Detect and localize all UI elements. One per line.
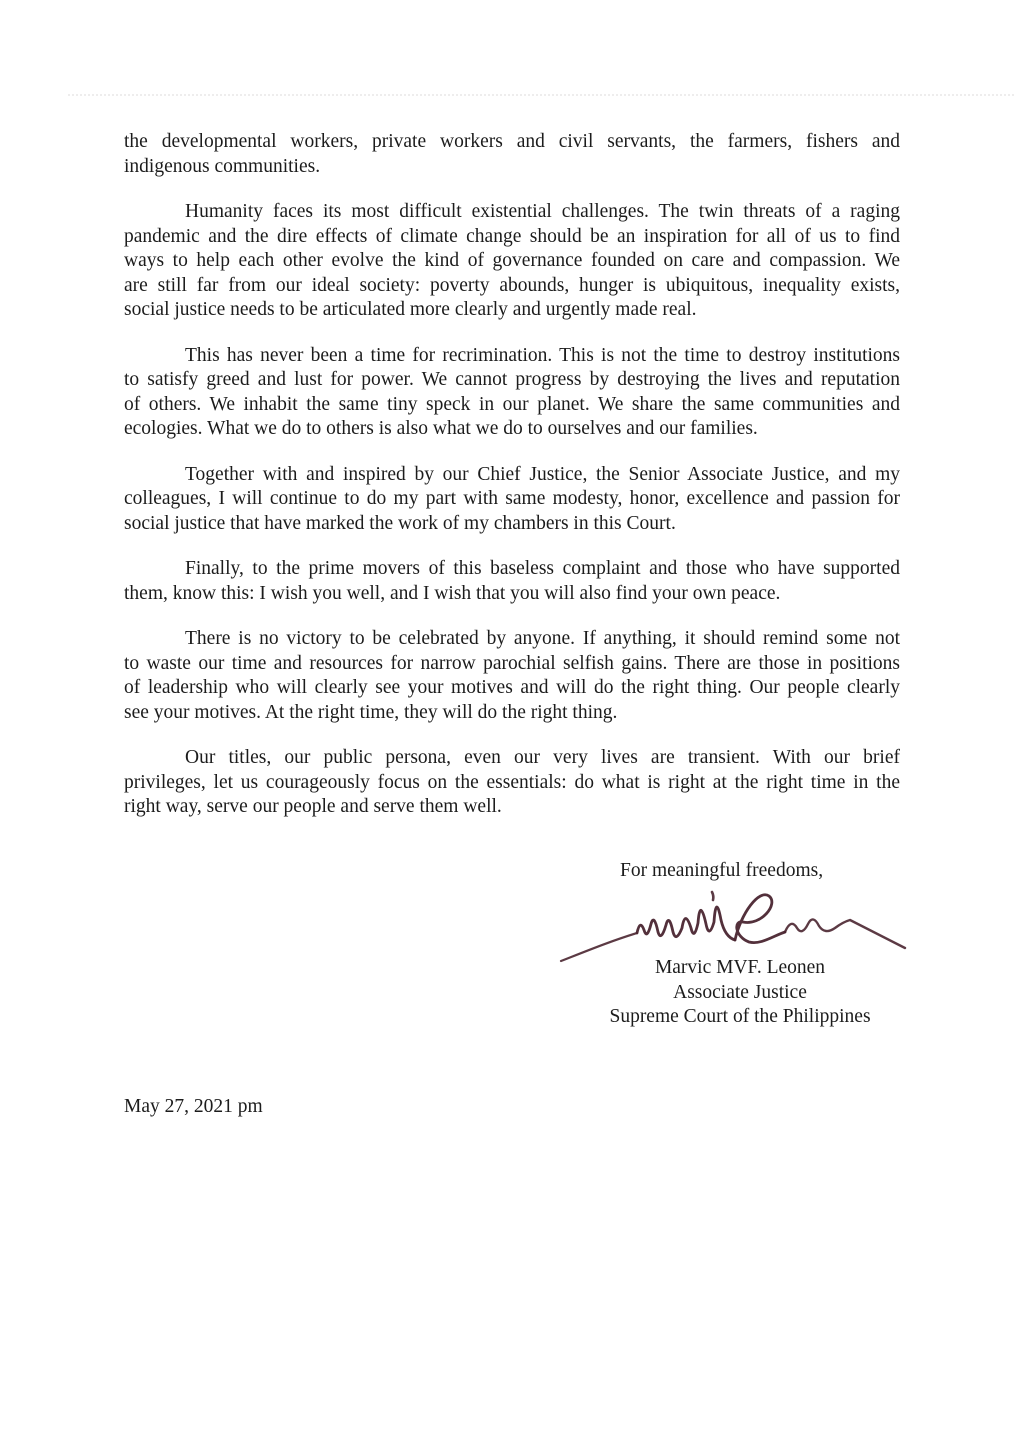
paragraph <box>124 463 900 537</box>
letter-line: There is no victory to be celebrated by anyone. If anything, it should remind some not <box>185 628 900 649</box>
letter-line: colleagues, I will continue to do my part with same modesty, honor, excellence and passion for <box>124 488 900 509</box>
signatory-institution: Supreme Court of the Philippines <box>609 1006 871 1028</box>
date-line: May 27, 2021 pm <box>124 1096 263 1117</box>
signatory-block <box>555 956 925 1030</box>
letter-line: social justice that have marked the work of my chambers in this Court. <box>124 512 676 534</box>
valediction: For meaningful freedoms, <box>620 860 824 881</box>
letter-line: Our titles, our public persona, even our very lives are transient. With our brief <box>185 747 900 768</box>
paragraph <box>124 200 900 323</box>
letter-line: ways to help each other evolve the kind of governance founded on care and compassion. We <box>124 250 900 271</box>
letter-line: Humanity faces its most difficult existential challenges. The twin threats of a raging <box>185 201 900 222</box>
letter-line: of leadership who will clearly see your motives and will do the right thing. Our people clearly <box>124 677 900 698</box>
letter-line: This has never been a time for recrimination. This is not the time to destroy institutions <box>185 344 900 366</box>
letter-line: Finally, to the prime movers of this baseless complaint and those who have supported <box>185 558 900 579</box>
paragraph <box>124 746 900 820</box>
signatory-name: Marvic MVF. Leonen <box>654 957 826 978</box>
letter-line: indigenous communities. <box>124 155 321 177</box>
letter-line: them, know this: I wish you well, and I wish that you will also find your own peace. <box>124 582 781 604</box>
signatory-title: Associate Justice <box>673 981 807 1003</box>
paragraph <box>124 557 900 606</box>
letter-line: social justice needs to be articulated more clearly and urgently made real. <box>124 299 697 320</box>
scan-artifact-line <box>68 94 1014 96</box>
paragraph <box>124 344 900 442</box>
letter-line: pandemic and the dire effects of climate change should be an inspiration for all of us to find <box>124 225 900 247</box>
letter-line: privileges, let us courageously focus on the essentials: do what is right at the right time in the <box>124 771 900 793</box>
paragraph <box>124 627 900 725</box>
letter-line: to satisfy greed and lust for power. We cannot progress by destroying the lives and reputation <box>124 369 900 390</box>
letter-line: the developmental workers, private workers and civil servants, the farmers, fishers and <box>124 131 900 152</box>
letter-line: to waste our time and resources for narrow parochial selfish gains. There are those in positions <box>124 652 900 674</box>
letter-line: are still far from our ideal society: poverty abounds, hunger is ubiquitous, inequality exists, <box>124 274 900 296</box>
letter-line: ecologies. What we do to others is also what we do to ourselves and our families. <box>124 418 758 439</box>
letter-line: right way, serve our people and serve them well. <box>124 796 502 817</box>
letter-body <box>124 130 900 841</box>
paragraph <box>124 130 900 179</box>
letter-line: Together with and inspired by our Chief Justice, the Senior Associate Justice, and my <box>185 463 900 485</box>
signature-image <box>545 882 915 966</box>
letter-line: of others. We inhabit the same tiny speck in our planet. We share the same communities and <box>124 393 900 415</box>
letter-line: see your motives. At the right time, they will do the right thing. <box>124 701 618 723</box>
